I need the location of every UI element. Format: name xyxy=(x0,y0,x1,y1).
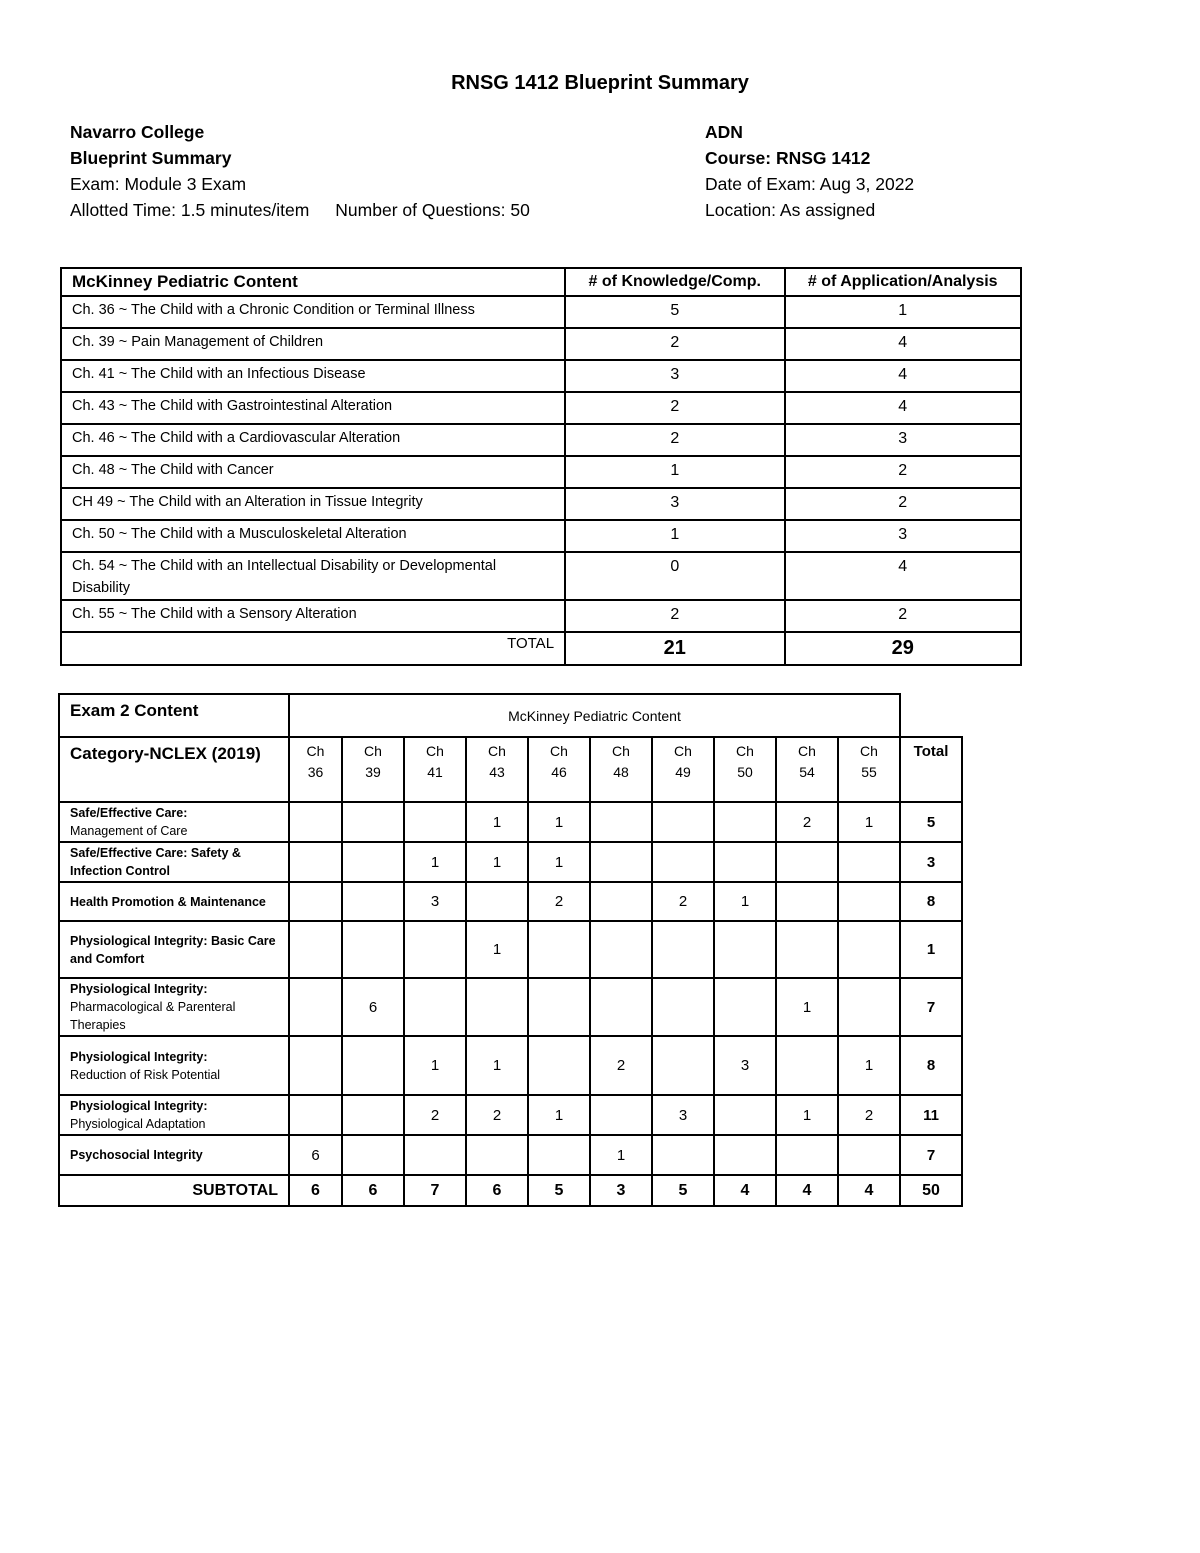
knowledge-count: 2 xyxy=(565,424,784,456)
table-row xyxy=(61,424,1021,456)
application-count: 4 xyxy=(785,552,1022,600)
question-count-cell xyxy=(590,842,652,882)
question-count-cell: 1 xyxy=(528,1095,590,1135)
question-count-cell xyxy=(289,1036,342,1095)
column-header-knowledge: # of Knowledge/Comp. xyxy=(565,268,784,296)
subtotal-cell: 6 xyxy=(342,1175,404,1206)
chapter-label: Ch. 36 ~ The Child with a Chronic Condition or Terminal Illness xyxy=(61,296,565,328)
chapter-prefix: Ch xyxy=(306,743,325,759)
chapter-prefix: Ch xyxy=(798,743,816,759)
grand-total: 50 xyxy=(900,1175,962,1206)
question-count-cell xyxy=(528,921,590,978)
application-count: 2 xyxy=(785,488,1022,520)
question-count-cell: 1 xyxy=(838,802,900,842)
question-count-cell xyxy=(528,1135,590,1175)
table-row xyxy=(59,802,962,842)
table-row xyxy=(59,842,962,882)
question-count-cell xyxy=(590,882,652,921)
chapter-label: Ch. 46 ~ The Child with a Cardiovascular Alteration xyxy=(61,424,565,456)
subtotal-cell: 4 xyxy=(714,1175,776,1206)
question-count-cell: 2 xyxy=(466,1095,528,1135)
question-count-cell xyxy=(289,978,342,1036)
group-header-row xyxy=(59,694,962,737)
question-count-cell: 1 xyxy=(404,1036,466,1095)
category-title: Physiological Integrity: xyxy=(70,1049,208,1064)
question-count-cell xyxy=(342,842,404,882)
table-header-row xyxy=(61,268,1021,296)
page-title: RNSG 1412 Blueprint Summary xyxy=(451,72,749,94)
knowledge-count: 3 xyxy=(565,488,784,520)
chapter-label: Ch. 55 ~ The Child with a Sensory Alteration xyxy=(61,600,565,632)
question-count-cell xyxy=(776,921,838,978)
question-count-cell xyxy=(714,1135,776,1175)
subtotal-cell: 4 xyxy=(838,1175,900,1206)
chapter-label: Ch. 48 ~ The Child with Cancer xyxy=(61,456,565,488)
nclex-category xyxy=(59,978,289,1036)
chapter-number: 43 xyxy=(489,764,505,780)
application-count: 2 xyxy=(785,600,1022,632)
question-count-cell: 3 xyxy=(652,1095,714,1135)
row-total: 11 xyxy=(900,1095,962,1135)
question-count-cell xyxy=(838,1135,900,1175)
question-count-cell xyxy=(528,978,590,1036)
table-row xyxy=(61,488,1021,520)
subtotal-cell: 3 xyxy=(590,1175,652,1206)
question-count-cell xyxy=(528,1036,590,1095)
application-count: 2 xyxy=(785,456,1022,488)
question-count-cell xyxy=(652,842,714,882)
row-total: 1 xyxy=(900,921,962,978)
chapter-label: Ch. 43 ~ The Child with Gastrointestinal Alteration xyxy=(61,392,565,424)
chapter-prefix: Ch xyxy=(364,743,382,759)
header-right xyxy=(705,119,914,223)
chapter-number: 49 xyxy=(675,764,691,780)
group-header: McKinney Pediatric Content xyxy=(289,694,900,737)
question-count-cell xyxy=(342,882,404,921)
question-count-cell: 1 xyxy=(838,1036,900,1095)
content-blueprint-table xyxy=(60,267,1022,666)
question-count-cell xyxy=(342,802,404,842)
question-count-cell: 2 xyxy=(652,882,714,921)
category-subtitle: Physiological Adaptation xyxy=(70,1117,206,1131)
exam-date: Date of Exam: Aug 3, 2022 xyxy=(705,174,915,194)
table-row xyxy=(59,921,962,978)
category-label: Category-NCLEX (2019) xyxy=(59,737,289,802)
question-count-cell: 2 xyxy=(776,802,838,842)
exam-name: Exam: Module 3 Exam xyxy=(70,174,247,194)
subtotal-cell: 5 xyxy=(652,1175,714,1206)
table-row xyxy=(59,882,962,921)
subtotal-cell: 7 xyxy=(404,1175,466,1206)
question-count-cell xyxy=(838,921,900,978)
header-left xyxy=(70,119,530,223)
chapter-number: 46 xyxy=(551,764,567,780)
question-count-cell: 1 xyxy=(776,1095,838,1135)
question-count-cell: 1 xyxy=(528,842,590,882)
table-row xyxy=(61,520,1021,552)
chapter-column-header xyxy=(590,737,652,802)
question-count-cell xyxy=(342,1135,404,1175)
number-of-questions: Number of Questions: 50 xyxy=(335,200,530,220)
knowledge-count: 2 xyxy=(565,392,784,424)
question-count-cell xyxy=(714,1095,776,1135)
nclex-category xyxy=(59,802,289,842)
nclex-category xyxy=(59,921,289,978)
category-title: Physiological Integrity: xyxy=(70,982,208,996)
question-count-cell: 1 xyxy=(466,921,528,978)
nclex-category xyxy=(59,882,289,921)
exam-content-label: Exam 2 Content xyxy=(59,694,289,737)
summary-label: Blueprint Summary xyxy=(70,148,232,168)
question-count-cell: 6 xyxy=(342,978,404,1036)
question-count-cell xyxy=(590,1095,652,1135)
chapter-column-header xyxy=(652,737,714,802)
question-count-cell xyxy=(342,1095,404,1135)
knowledge-count: 3 xyxy=(565,360,784,392)
chapter-column-header xyxy=(714,737,776,802)
subtotal-cell: 5 xyxy=(528,1175,590,1206)
subtotal-row xyxy=(59,1175,962,1206)
chapter-number: 41 xyxy=(427,764,443,780)
question-count-cell xyxy=(289,1095,342,1135)
chapter-prefix: Ch xyxy=(550,743,568,759)
chapter-number: 55 xyxy=(861,764,877,780)
column-header-content: McKinney Pediatric Content xyxy=(61,268,565,296)
chapter-column-header xyxy=(466,737,528,802)
knowledge-count: 5 xyxy=(565,296,784,328)
subtotal-cell: 6 xyxy=(466,1175,528,1206)
question-count-cell xyxy=(652,802,714,842)
question-count-cell: 3 xyxy=(404,882,466,921)
program-name: ADN xyxy=(705,122,743,142)
nclex-category xyxy=(59,1135,289,1175)
category-title: Health Promotion & Maintenance xyxy=(70,894,266,909)
category-title: Physiological Integrity: Basic Care and Comfort xyxy=(70,933,276,966)
chapter-number: 54 xyxy=(799,764,815,780)
total-label: TOTAL xyxy=(61,632,565,665)
chapter-number: 39 xyxy=(365,764,381,780)
chapter-column-header xyxy=(838,737,900,802)
table-row xyxy=(59,978,962,1036)
knowledge-count: 0 xyxy=(565,552,784,600)
nclex-category xyxy=(59,842,289,882)
question-count-cell xyxy=(590,921,652,978)
question-count-cell: 2 xyxy=(404,1095,466,1135)
chapter-number: 50 xyxy=(737,764,753,780)
chapter-number: 36 xyxy=(307,764,324,780)
chapter-header-row xyxy=(59,737,962,802)
row-total: 8 xyxy=(900,882,962,921)
table-row xyxy=(61,328,1021,360)
question-count-cell: 1 xyxy=(466,1036,528,1095)
question-count-cell xyxy=(652,978,714,1036)
total-application: 29 xyxy=(785,632,1022,665)
chapter-column-header xyxy=(289,737,342,802)
course-name: Course: RNSG 1412 xyxy=(705,148,871,168)
application-count: 4 xyxy=(785,360,1022,392)
question-count-cell xyxy=(342,1036,404,1095)
chapter-prefix: Ch xyxy=(674,743,692,759)
table-row xyxy=(59,1095,962,1135)
question-count-cell xyxy=(652,1135,714,1175)
question-count-cell xyxy=(838,842,900,882)
category-subtitle: Pharmacological & Parenteral Therapies xyxy=(70,1000,236,1032)
application-count: 4 xyxy=(785,392,1022,424)
chapter-label: CH 49 ~ The Child with an Alteration in Tissue Integrity xyxy=(61,488,565,520)
nclex-category xyxy=(59,1036,289,1095)
subtotal-cell: 6 xyxy=(289,1175,342,1206)
question-count-cell xyxy=(590,978,652,1036)
question-count-cell xyxy=(714,978,776,1036)
question-count-cell xyxy=(652,1036,714,1095)
question-count-cell: 2 xyxy=(590,1036,652,1095)
chapter-number: 48 xyxy=(613,764,629,780)
knowledge-count: 2 xyxy=(565,600,784,632)
table-row xyxy=(61,392,1021,424)
nclex-category xyxy=(59,1095,289,1135)
application-count: 3 xyxy=(785,520,1022,552)
total-column-header: Total xyxy=(900,737,962,802)
category-title: Psychosocial Integrity xyxy=(70,1148,203,1162)
college-name: Navarro College xyxy=(70,122,205,142)
knowledge-count: 2 xyxy=(565,328,784,360)
question-count-cell xyxy=(776,842,838,882)
question-count-cell xyxy=(466,882,528,921)
chapter-column-header xyxy=(776,737,838,802)
category-title: Physiological Integrity: xyxy=(70,1099,208,1113)
table-row xyxy=(61,296,1021,328)
question-count-cell: 6 xyxy=(289,1135,342,1175)
question-count-cell xyxy=(776,882,838,921)
chapter-prefix: Ch xyxy=(860,743,878,759)
total-knowledge: 21 xyxy=(565,632,784,665)
chapter-prefix: Ch xyxy=(736,743,754,759)
question-count-cell xyxy=(342,921,404,978)
empty-cell xyxy=(900,694,962,737)
row-total: 8 xyxy=(900,1036,962,1095)
question-count-cell: 1 xyxy=(528,802,590,842)
question-count-cell xyxy=(590,802,652,842)
application-count: 4 xyxy=(785,328,1022,360)
exam-location: Location: As assigned xyxy=(705,200,876,220)
question-count-cell: 2 xyxy=(528,882,590,921)
chapter-column-header xyxy=(342,737,404,802)
row-total: 7 xyxy=(900,978,962,1036)
table-row xyxy=(61,360,1021,392)
chapter-column-header xyxy=(404,737,466,802)
question-count-cell xyxy=(289,882,342,921)
question-count-cell: 1 xyxy=(404,842,466,882)
category-subtitle: Reduction of Risk Potential xyxy=(70,1067,221,1082)
chapter-label: Ch. 50 ~ The Child with a Musculoskeletal Alteration xyxy=(61,520,565,552)
chapter-label: Ch. 54 ~ The Child with an Intellectual Disability or Developmental Disability xyxy=(61,552,565,600)
question-count-cell: 1 xyxy=(466,802,528,842)
total-row xyxy=(61,632,1021,665)
nclex-category-table xyxy=(58,693,963,1207)
chapter-label: Ch. 41 ~ The Child with an Infectious Disease xyxy=(61,360,565,392)
question-count-cell xyxy=(404,921,466,978)
question-count-cell: 1 xyxy=(466,842,528,882)
question-count-cell: 1 xyxy=(590,1135,652,1175)
allotted-time: Allotted Time: 1.5 minutes/item xyxy=(70,200,310,220)
row-total: 3 xyxy=(900,842,962,882)
question-count-cell xyxy=(404,978,466,1036)
table-row xyxy=(61,456,1021,488)
chapter-column-header xyxy=(528,737,590,802)
question-count-cell xyxy=(652,921,714,978)
question-count-cell xyxy=(404,802,466,842)
category-title: Safe/Effective Care: xyxy=(70,806,188,820)
subtotal-label: SUBTOTAL xyxy=(59,1175,289,1206)
category-title: Safe/Effective Care: Safety & Infection Control xyxy=(70,846,241,878)
chapter-prefix: Ch xyxy=(488,743,506,759)
subtotal-cell: 4 xyxy=(776,1175,838,1206)
question-count-cell xyxy=(714,802,776,842)
question-count-cell: 3 xyxy=(714,1036,776,1095)
question-count-cell xyxy=(289,802,342,842)
time-and-questions xyxy=(70,197,530,223)
question-count-cell xyxy=(776,1036,838,1095)
chapter-label: Ch. 39 ~ Pain Management of Children xyxy=(61,328,565,360)
question-count-cell xyxy=(838,882,900,921)
knowledge-count: 1 xyxy=(565,456,784,488)
row-total: 5 xyxy=(900,802,962,842)
question-count-cell xyxy=(289,921,342,978)
question-count-cell: 1 xyxy=(776,978,838,1036)
category-subtitle: Management of Care xyxy=(70,824,188,838)
question-count-cell xyxy=(289,842,342,882)
question-count-cell xyxy=(838,978,900,1036)
application-count: 3 xyxy=(785,424,1022,456)
question-count-cell xyxy=(714,921,776,978)
table-row xyxy=(59,1135,962,1175)
knowledge-count: 1 xyxy=(565,520,784,552)
row-total: 7 xyxy=(900,1135,962,1175)
chapter-prefix: Ch xyxy=(612,743,630,759)
question-count-cell: 1 xyxy=(714,882,776,921)
table-row xyxy=(59,1036,962,1095)
chapter-prefix: Ch xyxy=(426,743,444,759)
table-row xyxy=(61,552,1021,600)
question-count-cell xyxy=(776,1135,838,1175)
application-count: 1 xyxy=(785,296,1022,328)
question-count-cell xyxy=(714,842,776,882)
column-header-application: # of Application/Analysis xyxy=(785,268,1022,296)
question-count-cell: 2 xyxy=(838,1095,900,1135)
question-count-cell xyxy=(404,1135,466,1175)
table-row xyxy=(61,600,1021,632)
question-count-cell xyxy=(466,1135,528,1175)
question-count-cell xyxy=(466,978,528,1036)
